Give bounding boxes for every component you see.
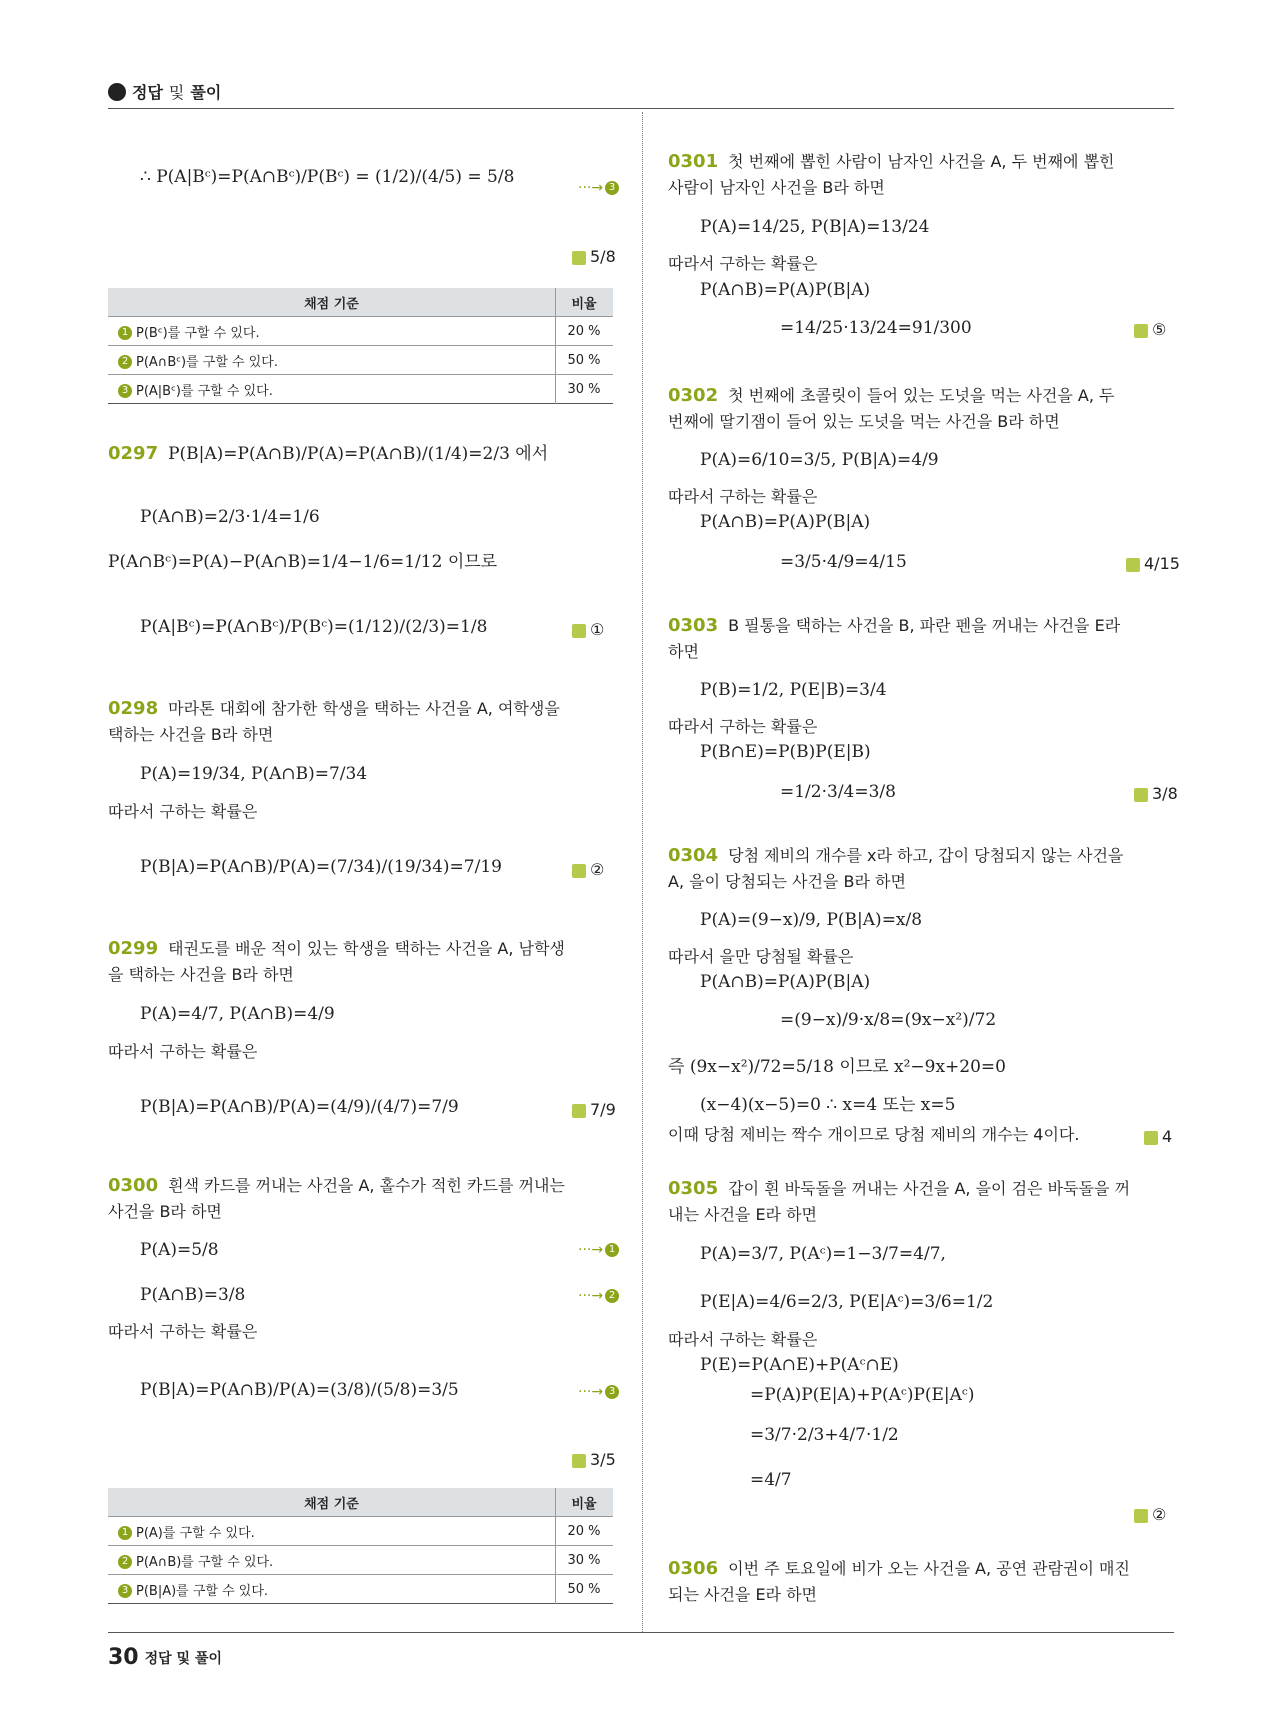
table-row: 1 P(A)를 구할 수 있다. 20 % xyxy=(108,1517,613,1546)
page-number: 30 xyxy=(108,1645,139,1670)
eq: P(A|Bᶜ)=P(A∩Bᶜ)/P(Bᶜ)=(1/12)/(2/3)=1/8 xyxy=(140,617,488,637)
header-title-end: 풀이 xyxy=(190,83,222,102)
footer-rule xyxy=(108,1632,1174,1633)
answer: ① xyxy=(572,618,604,642)
answer: 3/8 xyxy=(1134,782,1178,806)
answer-icon xyxy=(1134,788,1148,802)
answer-icon xyxy=(572,1454,586,1468)
footer-title: 정답 및 풀이 xyxy=(144,1650,222,1667)
answer-icon xyxy=(1144,1131,1158,1145)
answer: ② xyxy=(1134,1503,1166,1527)
table-row: 2 P(A∩Bᶜ)를 구할 수 있다. 50 % xyxy=(108,346,613,375)
answer-icon xyxy=(572,864,586,878)
answer: 7/9 xyxy=(572,1098,616,1122)
eq: P(A∩B)=2/3·1/4=1/6 xyxy=(140,507,320,527)
header-title-mid: 및 xyxy=(168,83,185,102)
table-row: 3 P(A|Bᶜ)를 구할 수 있다. 30 % xyxy=(108,375,613,404)
answer-icon xyxy=(1126,558,1140,572)
table-row: 2 P(A∩B)를 구할 수 있다. 30 % xyxy=(108,1546,613,1575)
eq: P(B|A)=P(A∩B)/P(A)=P(A∩B)/(1/4)=2/3 에서 xyxy=(168,444,549,464)
answer: 3/5 xyxy=(572,1448,616,1472)
table-header-ratio: 비율 xyxy=(556,288,614,317)
table-row: 1 P(Bᶜ)를 구할 수 있다. 20 % xyxy=(108,317,613,346)
answer: ② xyxy=(572,858,604,882)
answer-icon xyxy=(1134,324,1148,338)
answer: ⑤ xyxy=(1134,318,1166,342)
answer: 4 xyxy=(1144,1125,1172,1149)
mascot-icon xyxy=(108,83,126,101)
column-separator xyxy=(642,112,643,1632)
page-footer xyxy=(108,1645,222,1670)
table-row: 3 P(B|A)를 구할 수 있다. 50 % xyxy=(108,1575,613,1604)
header-title: 정답 xyxy=(132,83,163,102)
top-equation: ∴ P(A|Bᶜ)=P(A∩Bᶜ)/P(Bᶜ) = (1/2)/(4/5) = 5/8 xyxy=(140,167,515,187)
eq: P(A∩Bᶜ)=P(A)−P(A∩B)=1/4−1/6=1/12 이므로 xyxy=(108,552,498,572)
step-marker-3: ···→ 3 xyxy=(578,178,619,199)
scoring-table-2: 채점 기준 비율 1 P(A)를 구할 수 있다. 20 % 2 P(A∩B)를 구할 수 있다. 30 % 3 P(B|A)를 구할 수 있다. 50 % xyxy=(108,1488,613,1604)
answer-icon xyxy=(572,1104,586,1118)
answer-icon xyxy=(572,624,586,638)
answer: 4/15 xyxy=(1126,552,1180,576)
header-rule xyxy=(108,108,1174,109)
page-header xyxy=(108,80,221,103)
answer-top: 5/8 xyxy=(572,245,616,269)
answer-icon xyxy=(572,251,586,265)
table-header: 채점 기준 xyxy=(108,288,556,317)
answer-icon xyxy=(1134,1509,1148,1523)
scoring-table-1 xyxy=(108,288,613,404)
